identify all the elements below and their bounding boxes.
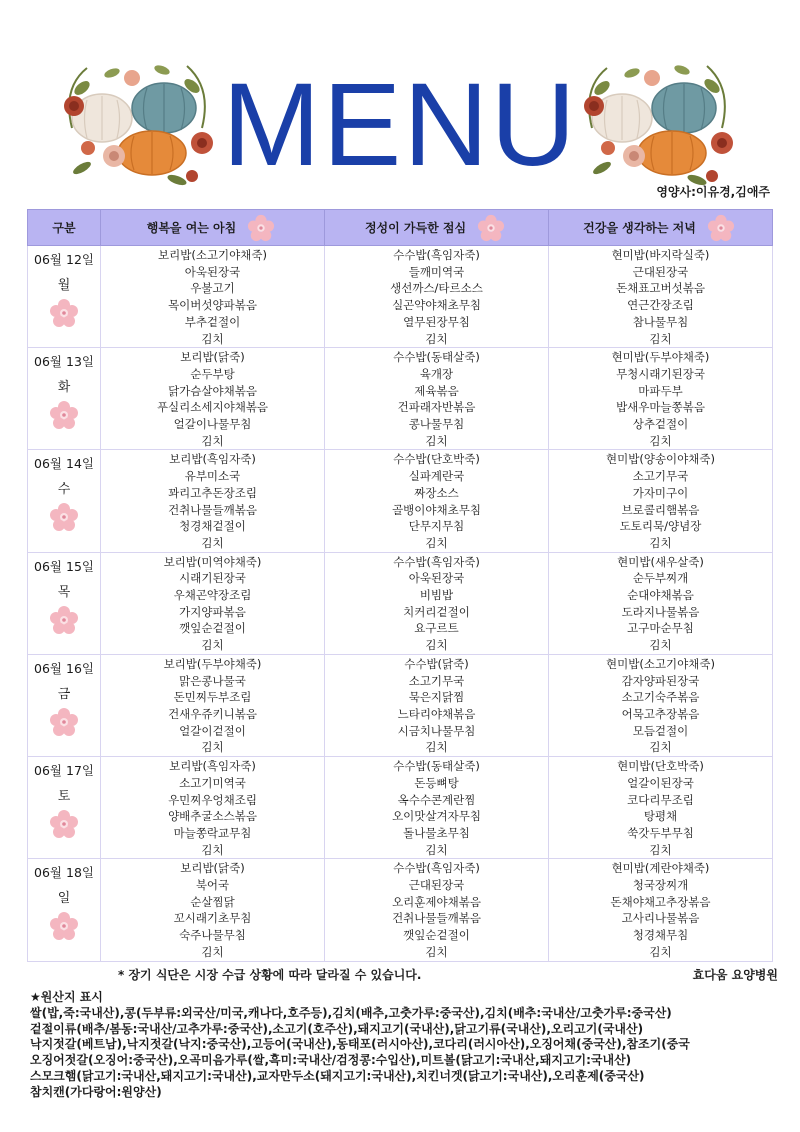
menu-item: 우채곤약장조림 bbox=[173, 588, 252, 603]
menu-item: 돈채야채고추장볶음 bbox=[610, 894, 711, 909]
menu-item: 현미밥(계란야채죽) bbox=[611, 861, 710, 876]
day-cell bbox=[28, 348, 101, 450]
menu-item: 김치 bbox=[201, 638, 224, 653]
lunch-list bbox=[325, 246, 548, 347]
lunch-list bbox=[325, 757, 548, 858]
pink-flower-icon bbox=[49, 605, 79, 635]
menu-item: 묵은지닭찜 bbox=[408, 690, 465, 705]
dinner-list bbox=[549, 655, 772, 756]
breakfast-list bbox=[101, 450, 324, 551]
menu-item: 브로콜리햄볶음 bbox=[621, 502, 700, 517]
menu-item: 열무된장무침 bbox=[403, 314, 470, 329]
menu-item: 김치 bbox=[201, 331, 224, 346]
lunch-cell bbox=[325, 654, 549, 756]
menu-item: 실곤약야채초무침 bbox=[392, 298, 481, 313]
menu-item: 소고기미역국 bbox=[179, 775, 246, 790]
page-title: MENU bbox=[222, 59, 578, 191]
lunch-list bbox=[325, 655, 548, 756]
day-cell bbox=[28, 552, 101, 654]
menu-item: 푸실리소세지야채볶음 bbox=[156, 400, 269, 415]
menu-item: 고사리나물볶음 bbox=[621, 911, 700, 926]
header-dinner: 건강을 생각하는 저녁 bbox=[549, 210, 773, 246]
menu-item: 콩나물무침 bbox=[408, 417, 465, 432]
hospital-name: 효다움 요양병원 bbox=[692, 968, 778, 982]
menu-item: 북어국 bbox=[195, 878, 230, 893]
menu-item: 가자미구이 bbox=[632, 485, 689, 500]
menu-item: 수수밥(동태살죽) bbox=[393, 350, 480, 365]
menu-item: 김치 bbox=[201, 842, 224, 857]
menu-item: 깻잎순겉절이 bbox=[179, 621, 246, 636]
origin-line: 쌀(밥,죽:국내산),콩(두부류:외국산/미국,캐나다,호주등),김치(배추,고춧가루:중국산),김치(배추:국내산/고춧가루:중국산) bbox=[30, 1005, 672, 1020]
breakfast-cell bbox=[101, 654, 325, 756]
menu-item: 닭가슴살야채볶음 bbox=[168, 383, 257, 398]
table-row bbox=[28, 246, 773, 348]
menu-item: 소고기무국 bbox=[632, 469, 689, 484]
menu-item: 탕평채 bbox=[643, 809, 678, 824]
menu-item: 얼갈이나물무침 bbox=[173, 417, 252, 432]
menu-item: 김치 bbox=[649, 740, 672, 755]
menu-item: 골뱅이야채초무침 bbox=[392, 502, 481, 517]
menu-item: 김치 bbox=[425, 638, 448, 653]
day-weekday: 토 bbox=[57, 789, 71, 805]
menu-item: 치커리겉절이 bbox=[403, 604, 470, 619]
menu-item: 생선까스/타르소스 bbox=[390, 281, 483, 296]
menu-header bbox=[0, 0, 800, 205]
menu-item: 보리밥(두부야채죽) bbox=[163, 656, 262, 671]
breakfast-list bbox=[101, 348, 324, 449]
menu-item: 김치 bbox=[649, 944, 672, 959]
menu-item: 모듬겉절이 bbox=[632, 723, 689, 738]
dinner-cell bbox=[549, 552, 773, 654]
menu-item: 돈등뼈탕 bbox=[414, 775, 459, 790]
breakfast-list bbox=[101, 859, 324, 960]
pink-flower-icon bbox=[49, 809, 79, 839]
pink-flower-icon bbox=[244, 214, 278, 242]
breakfast-cell bbox=[101, 859, 325, 961]
origin-line: 참치캔(가다랑어:원양산) bbox=[30, 1084, 162, 1099]
menu-item: 김치 bbox=[425, 944, 448, 959]
menu-item: 마파두부 bbox=[638, 383, 683, 398]
menu-item: 건취나물들깨볶음 bbox=[168, 502, 257, 517]
menu-item: 김치 bbox=[425, 740, 448, 755]
menu-item: 비빔밥 bbox=[419, 588, 454, 603]
day-cell bbox=[28, 859, 101, 961]
menu-item: 제육볶음 bbox=[414, 383, 459, 398]
dinner-cell bbox=[549, 246, 773, 348]
menu-item: 단무지무침 bbox=[408, 519, 465, 534]
breakfast-cell bbox=[101, 348, 325, 450]
breakfast-cell bbox=[101, 757, 325, 859]
menu-item: 얼갈이된장국 bbox=[627, 775, 694, 790]
dinner-list bbox=[549, 246, 772, 347]
menu-item: 돈채표고버섯볶음 bbox=[616, 281, 705, 296]
breakfast-list bbox=[101, 655, 324, 756]
origin-title: ★원산지 표시 bbox=[30, 990, 103, 1004]
menu-item: 보리밥(미역야채죽) bbox=[163, 554, 262, 569]
dinner-list bbox=[549, 450, 772, 551]
table-row bbox=[28, 757, 773, 859]
menu-item: 수수밥(닭죽) bbox=[404, 656, 469, 671]
menu-item: 돌나물초무침 bbox=[403, 825, 470, 840]
menu-item: 도토리묵/양념장 bbox=[619, 519, 702, 534]
menu-item: 유부미소국 bbox=[184, 469, 241, 484]
table-header-row bbox=[28, 210, 773, 246]
menu-item: 김치 bbox=[649, 535, 672, 550]
menu-item: 요구르트 bbox=[414, 621, 459, 636]
menu-item: 현미밥(새우살죽) bbox=[617, 554, 704, 569]
menu-item: 김치 bbox=[649, 331, 672, 346]
day-weekday: 목 bbox=[57, 584, 71, 600]
menu-item: 김치 bbox=[201, 944, 224, 959]
table-row bbox=[28, 450, 773, 552]
lunch-cell bbox=[325, 348, 549, 450]
day-weekday: 일 bbox=[57, 891, 71, 907]
menu-item: 쑥갓두부무침 bbox=[627, 825, 694, 840]
breakfast-list bbox=[101, 246, 324, 347]
menu-item: 참나물무침 bbox=[632, 314, 689, 329]
menu-item: 부추겉절이 bbox=[184, 314, 241, 329]
day-cell bbox=[28, 654, 101, 756]
breakfast-list bbox=[101, 553, 324, 654]
pink-flower-icon bbox=[49, 911, 79, 941]
menu-item: 고구마순무침 bbox=[627, 621, 694, 636]
menu-item: 얼갈이겉절이 bbox=[179, 723, 246, 738]
dinner-cell bbox=[549, 348, 773, 450]
lunch-list bbox=[325, 348, 548, 449]
day-date: 06월 14일 bbox=[34, 456, 94, 472]
origin-line: 스모크햄(닭고기:국내산,돼지고기:국내산),교자만두소(돼지고기:국내산),치킨너겟(닭고기:국내산),오리훈제(중국산) bbox=[30, 1068, 645, 1083]
lunch-cell bbox=[325, 450, 549, 552]
lunch-cell bbox=[325, 859, 549, 961]
dinner-cell bbox=[549, 654, 773, 756]
day-cell bbox=[28, 246, 101, 348]
menu-item: 청국장찌개 bbox=[632, 878, 689, 893]
menu-item: 현미밥(소고기야채죽) bbox=[606, 656, 715, 671]
menu-item: 수수밥(흑임자죽) bbox=[393, 248, 480, 262]
menu-item: 육개장 bbox=[419, 366, 454, 381]
menu-item: 김치 bbox=[425, 433, 448, 448]
menu-item: 연근간장조림 bbox=[627, 298, 694, 313]
day-weekday: 금 bbox=[57, 686, 71, 702]
menu-item: 김치 bbox=[425, 331, 448, 346]
menu-item: 아욱된장국 bbox=[408, 571, 465, 586]
day-weekday: 화 bbox=[57, 380, 71, 396]
dinner-list bbox=[549, 348, 772, 449]
menu-item: 오리훈제야채볶음 bbox=[392, 894, 481, 909]
menu-item: 근대된장국 bbox=[408, 878, 465, 893]
day-cell bbox=[28, 450, 101, 552]
menu-item: 양배추굴소스볶음 bbox=[168, 809, 257, 824]
dinner-cell bbox=[549, 757, 773, 859]
dinner-list bbox=[549, 553, 772, 654]
menu-item: 현미밥(두부야채죽) bbox=[611, 350, 710, 365]
menu-item: 꽈리고추돈장조림 bbox=[168, 485, 257, 500]
menu-item: 김치 bbox=[425, 842, 448, 857]
day-date: 06월 17일 bbox=[34, 763, 94, 779]
menu-item: 순두부찌개 bbox=[632, 571, 689, 586]
pink-flower-icon bbox=[49, 707, 79, 737]
menu-item: 마늘쫑락교무침 bbox=[173, 825, 252, 840]
menu-item: 밥새우마늘쫑볶음 bbox=[616, 400, 705, 415]
menu-item: 보리밥(흑임자죽) bbox=[169, 452, 256, 467]
day-date: 06월 13일 bbox=[34, 354, 94, 370]
notice-text: * 장기 식단은 시장 수급 상황에 따라 달라질 수 있습니다. bbox=[118, 968, 422, 982]
menu-item: 보리밥(닭죽) bbox=[180, 350, 245, 365]
menu-item: 옥수수콘계란찜 bbox=[397, 792, 476, 807]
origin-section bbox=[30, 990, 790, 1101]
menu-item: 돈민찌두부조림 bbox=[173, 690, 252, 705]
day-cell bbox=[28, 757, 101, 859]
day-date: 06월 12일 bbox=[34, 252, 94, 267]
pink-flower-icon bbox=[49, 400, 79, 430]
dinner-list bbox=[549, 859, 772, 960]
lunch-cell bbox=[325, 757, 549, 859]
menu-item: 수수밥(흑임자죽) bbox=[393, 554, 480, 569]
lunch-cell bbox=[325, 552, 549, 654]
menu-item: 김치 bbox=[425, 535, 448, 550]
menu-item: 건취나물들깨볶음 bbox=[392, 911, 481, 926]
menu-item: 시금치나물무침 bbox=[397, 723, 476, 738]
menu-item: 상추겉절이 bbox=[632, 417, 689, 432]
pink-flower-icon bbox=[49, 298, 79, 328]
menu-item: 꼬시래기초무침 bbox=[173, 911, 252, 926]
menu-item: 보리밥(소고기야채죽) bbox=[158, 248, 267, 262]
dinner-cell bbox=[549, 859, 773, 961]
menu-item: 수수밥(흑임자죽) bbox=[393, 861, 480, 876]
breakfast-cell bbox=[101, 450, 325, 552]
menu-item: 현미밥(단호박죽) bbox=[617, 759, 704, 774]
origin-line: 겉절이류(배추/봄동:국내산/고추가루:중국산),소고기(호주산),돼지고기(국내산),닭고기류(국내산),오리고기(국내산) bbox=[30, 1021, 644, 1036]
pink-flower-icon bbox=[474, 214, 508, 242]
table-row bbox=[28, 552, 773, 654]
menu-item: 오이맛살겨자무침 bbox=[392, 809, 481, 824]
menu-item: 들깨미역국 bbox=[408, 264, 465, 279]
menu-item: 김치 bbox=[649, 638, 672, 653]
nutritionist-label: 영양사:이유경,김애주 bbox=[656, 185, 770, 199]
menu-item: 짜장소스 bbox=[414, 485, 459, 500]
menu-item: 김치 bbox=[201, 740, 224, 755]
origin-line: 낙지젓갈(베트남),낙지젓갈(낙지:중국산),고등어(국내산),동태포(러시아산),코다리(러시아산),오징어채(중국산),참조기(중국 bbox=[30, 1037, 690, 1052]
breakfast-cell bbox=[101, 552, 325, 654]
origin-line: 오징어젓갈(오징어:중국산),오곡미음가루(쌀,흑미:국내산/검정콩:수입산),미트볼(닭고기:국내산,돼지고기:국내산) bbox=[30, 1053, 632, 1068]
pumpkin-bouquet-icon bbox=[572, 48, 742, 188]
header-breakfast: 행복을 여는 아침 bbox=[101, 210, 325, 246]
menu-item: 감자양파된장국 bbox=[621, 673, 700, 688]
menu-item: 우민찌우엉채조림 bbox=[168, 792, 257, 807]
lunch-list bbox=[325, 859, 548, 960]
menu-item: 김치 bbox=[649, 433, 672, 448]
menu-item: 숙주나물무침 bbox=[179, 928, 246, 943]
menu-table-body bbox=[28, 246, 773, 962]
menu-item: 현미밥(양송이야채죽) bbox=[606, 452, 715, 467]
menu-item: 우불고기 bbox=[190, 281, 235, 296]
menu-item: 근대된장국 bbox=[632, 264, 689, 279]
dinner-list bbox=[549, 757, 772, 858]
menu-item: 느타리야채볶음 bbox=[397, 706, 476, 721]
breakfast-list bbox=[101, 757, 324, 858]
menu-item: 김치 bbox=[201, 433, 224, 448]
day-date: 06월 15일 bbox=[34, 558, 94, 574]
menu-item: 무청시래기된장국 bbox=[616, 366, 705, 381]
menu-item: 건파래자반볶음 bbox=[397, 400, 476, 415]
day-weekday: 수 bbox=[57, 482, 71, 498]
menu-item: 코다리무조림 bbox=[627, 792, 694, 807]
header-lunch: 정성이 가득한 점심 bbox=[325, 210, 549, 246]
menu-item: 도라지나물볶음 bbox=[621, 604, 700, 619]
menu-item: 수수밥(동태살죽) bbox=[393, 759, 480, 774]
dinner-cell bbox=[549, 450, 773, 552]
day-date: 06월 18일 bbox=[34, 865, 94, 881]
lunch-list bbox=[325, 450, 548, 551]
menu-item: 건새우쥬키니볶음 bbox=[168, 706, 257, 721]
lunch-cell bbox=[325, 246, 549, 348]
menu-item: 김치 bbox=[649, 842, 672, 857]
menu-item: 어묵고추장볶음 bbox=[621, 706, 700, 721]
menu-item: 소고기무국 bbox=[408, 673, 465, 688]
menu-item: 맑은콩나물국 bbox=[179, 673, 246, 688]
menu-item: 수수밥(단호박죽) bbox=[393, 452, 480, 467]
menu-item: 순두부탕 bbox=[190, 366, 235, 381]
menu-item: 목이버섯양파볶음 bbox=[168, 298, 257, 313]
menu-item: 순살찜닭 bbox=[190, 894, 235, 909]
menu-item: 깻잎순겉절이 bbox=[403, 928, 470, 943]
menu-item: 소고기숙주볶음 bbox=[621, 690, 700, 705]
menu-item: 시래기된장국 bbox=[179, 571, 246, 586]
menu-item: 청경채겉절이 bbox=[179, 519, 246, 534]
breakfast-cell bbox=[101, 246, 325, 348]
menu-item: 가지양파볶음 bbox=[179, 604, 246, 619]
pink-flower-icon bbox=[49, 502, 79, 532]
menu-item: 김치 bbox=[201, 535, 224, 550]
pink-flower-icon bbox=[704, 214, 738, 242]
menu-item: 현미밥(바지락실죽) bbox=[611, 248, 710, 262]
menu-item: 보리밥(흑임자죽) bbox=[169, 759, 256, 774]
day-date: 06월 16일 bbox=[34, 660, 94, 676]
lunch-list bbox=[325, 553, 548, 654]
table-row bbox=[28, 654, 773, 756]
day-weekday: 월 bbox=[57, 278, 71, 293]
menu-item: 아욱된장국 bbox=[184, 264, 241, 279]
table-row bbox=[28, 859, 773, 961]
menu-item: 청경채무침 bbox=[632, 928, 689, 943]
menu-item: 보리밥(닭죽) bbox=[180, 861, 245, 876]
header-category: 구분 bbox=[28, 210, 101, 246]
menu-item: 실파계란국 bbox=[408, 469, 465, 484]
table-row bbox=[28, 348, 773, 450]
menu-item: 순대야채볶음 bbox=[627, 588, 694, 603]
menu-table bbox=[27, 209, 773, 962]
